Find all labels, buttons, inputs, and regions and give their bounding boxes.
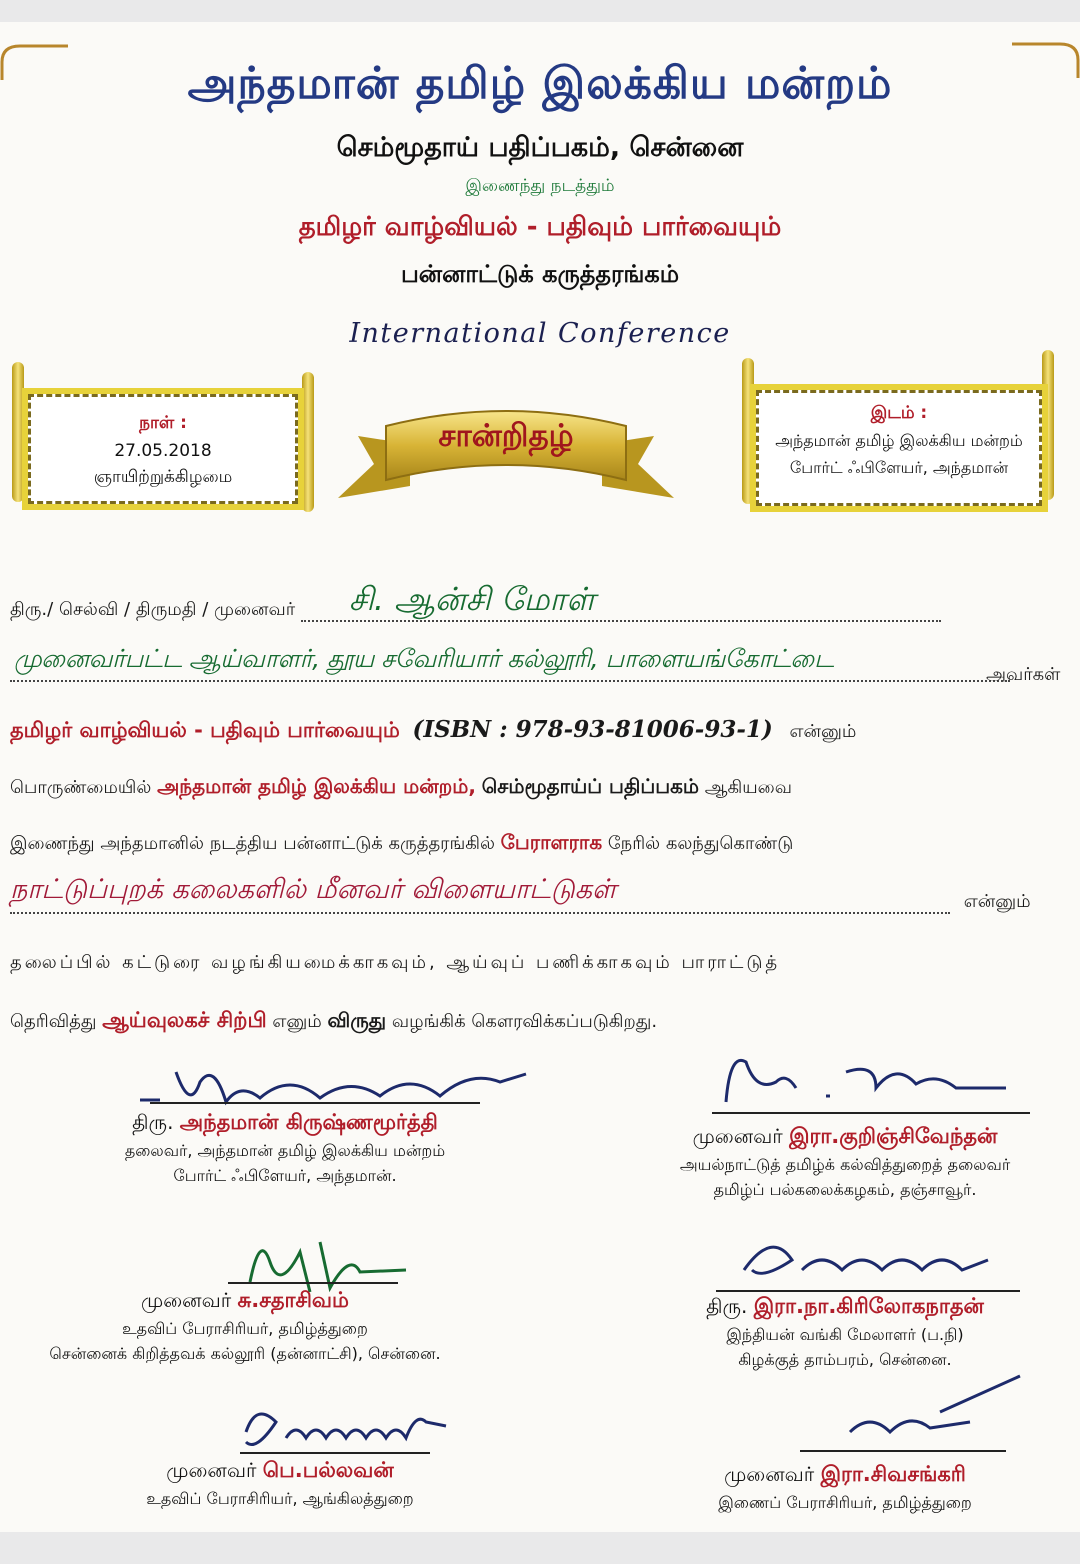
publisher-inline: செம்மூதாய்ப் பதிப்பகம்	[481, 774, 699, 798]
recipient-line	[10, 580, 1070, 622]
signature-rule	[800, 1450, 1006, 1452]
role-inline: பேராளராக	[500, 830, 603, 854]
signature-rule	[150, 1102, 480, 1104]
signature-rule	[716, 1290, 1020, 1292]
signatory-name	[640, 1124, 1050, 1151]
signatory-location: போர்ட் ஃபிளேயர், அந்தமான்.	[173, 1166, 397, 1185]
signatory-designation: உதவிப் பேராசிரியர், ஆங்கிலத்துறை	[146, 1489, 414, 1508]
signatory-prefix: முனைவர்	[724, 1462, 815, 1486]
salutation-text: திரு./ செல்வி / திருமதி / முனைவர்	[10, 599, 296, 620]
venue-line-2: போர்ட் ஃபிளேயர், அந்தமான்	[789, 458, 1009, 477]
paper-title-field	[10, 874, 950, 914]
signatory-name-text: அந்தமான் கிருஷ்ணமூர்த்தி	[179, 1110, 438, 1134]
avargal-text: அவர்கள்	[986, 664, 1061, 685]
signatory-designation: அயல்நாட்டுத் தமிழ்க் கல்வித்துறைத் தலைவர்	[679, 1155, 1011, 1174]
theme-inline: தமிழர் வாழ்வியல் - பதிவும் பார்வையும்	[10, 718, 400, 742]
signatory-name-text: இரா.சிவசங்கரி	[820, 1462, 966, 1486]
signatory-prefix: திரு.	[132, 1110, 174, 1134]
body-line-7: தலைப்பில் கட்டுரை வழங்கியமைக்காகவும், ஆய்வுப் பணிக்காகவும் பாராட்டுத்	[10, 952, 781, 973]
day-value: ஞாயிற்றுக்கிழமை	[93, 467, 233, 487]
publisher-name: செம்மூதாய் பதிப்பகம், சென்னை	[336, 132, 744, 163]
conference-english-title: International Conference	[349, 318, 731, 349]
signatory-name	[640, 1462, 1050, 1489]
scroll-roll-left-icon	[302, 372, 314, 512]
signatory-location: தமிழ்ப் பல்கலைக்கழகம், தஞ்சாவூர்.	[713, 1180, 977, 1199]
signatory-prefix: திரு.	[706, 1294, 748, 1318]
certificate-sheet	[0, 22, 1080, 1532]
signatory-name-text: இரா.குறிஞ்சிவேந்தன்	[789, 1124, 998, 1148]
body-text: இணைந்து அந்தமானில் நடத்திய பன்னாட்டுக் கருத்தரங்கில்	[10, 833, 495, 854]
signatory-name-text: சு.சதாசிவம்	[237, 1288, 349, 1312]
signatory-prefix: முனைவர்	[692, 1124, 783, 1148]
name-field	[301, 580, 941, 622]
body-text: வழங்கிக் கௌரவிக்கப்படுகிறது.	[391, 1011, 658, 1032]
date-box	[28, 394, 298, 504]
body-text: பொருண்மையில்	[10, 777, 152, 798]
affiliation-line	[10, 644, 1070, 685]
body-line-4	[10, 774, 1070, 801]
signatory-name-text: இரா.நா.கிரிலோகநாதன்	[753, 1294, 984, 1318]
organization-inline: அந்தமான் தமிழ் இலக்கிய மன்றம்,	[157, 774, 476, 798]
organization-title: அந்தமான் தமிழ் இலக்கிய மன்றம்	[187, 58, 893, 109]
body-text: எனும்	[272, 1011, 322, 1032]
scroll-roll-left-icon	[12, 362, 24, 502]
paper-title-line	[10, 874, 1070, 914]
signatory-5	[60, 1458, 500, 1510]
body-line-8	[10, 1008, 1070, 1035]
venue-box	[756, 390, 1042, 506]
signatory-name	[60, 1458, 500, 1485]
recipient-name-handwritten: சி. ஆன்சி மோள்	[348, 580, 596, 618]
affiliation-handwritten: முனைவர்பட்ட ஆய்வாளர், தூய சவேரியார் கல்லூரி, பாளையங்கோட்டை	[14, 644, 834, 673]
signatory-designation: இணைப் பேராசிரியர், தமிழ்த்துறை	[718, 1493, 972, 1512]
seminar-type: பன்னாட்டுக் கருத்தரங்கம்	[400, 260, 680, 288]
date-value: 27.05.2018	[114, 441, 212, 461]
scroll-roll-right-icon	[1042, 350, 1054, 500]
signature-rule	[712, 1112, 1030, 1114]
ennum-text: என்னும்	[789, 721, 857, 742]
signature-rule	[240, 1452, 430, 1454]
signatory-2	[640, 1124, 1050, 1201]
signatory-designation: இந்தியன் வங்கி மேலாளர் (ப.நி)	[726, 1325, 964, 1344]
signatory-1	[40, 1110, 530, 1187]
venue-line-1: அந்தமான் தமிழ் இலக்கிய மன்றம்	[775, 431, 1023, 450]
ennum-text: என்னும்	[963, 891, 1031, 912]
signature-2-icon	[716, 1032, 1016, 1112]
paper-title-handwritten: நாட்டுப்புறக் கலைகளில் மீனவர் விளையாட்டுகள்	[10, 874, 617, 905]
date-label: நாள் :	[139, 413, 187, 433]
body-text: நேரில் கலந்துகொண்டு	[607, 833, 794, 854]
signatory-prefix: முனைவர்	[141, 1288, 232, 1312]
venue-label: இடம் :	[870, 403, 928, 423]
signatory-designation: தலைவர், அந்தமான் தமிழ் இலக்கிய மன்றம்	[124, 1141, 446, 1160]
signatory-name	[40, 1110, 530, 1137]
scroll-roll-right-icon	[742, 358, 754, 504]
jointly-organized-text: இணைந்து நடத்தும்	[465, 176, 615, 196]
body-line-5	[10, 830, 1070, 857]
signatory-4	[640, 1294, 1050, 1371]
award-name: ஆய்வுலகச் சிற்பி	[102, 1008, 267, 1032]
signature-rule	[228, 1282, 398, 1284]
award-word: விருது	[327, 1008, 387, 1032]
signatory-name-text: பெ.பல்லவன்	[262, 1458, 394, 1482]
signatory-prefix: முனைவர்	[166, 1458, 257, 1482]
signature-6-icon	[820, 1372, 1030, 1442]
certificate-ribbon-title: சான்றிதழ்	[438, 418, 574, 454]
conference-theme: தமிழர் வாழ்வியல் - பதிவும் பார்வையும்	[298, 212, 782, 242]
signatory-3	[10, 1288, 480, 1365]
affiliation-field	[10, 644, 1010, 682]
signatory-designation: உதவிப் பேராசிரியர், தமிழ்த்துறை	[122, 1319, 368, 1338]
body-text: ஆகியவை	[704, 777, 792, 798]
body-line-3	[10, 716, 1070, 745]
body-text: தெரிவித்து	[10, 1011, 97, 1032]
signatory-location: கிழக்குத் தாம்பரம், சென்னை.	[738, 1350, 952, 1369]
signatory-name	[10, 1288, 480, 1315]
signatory-name	[640, 1294, 1050, 1321]
isbn-text: (ISBN : 978-93-81006-93-1)	[412, 716, 773, 743]
signatory-location: சென்னைக் கிறித்தவக் கல்லூரி (தன்னாட்சி), சென்னை.	[49, 1344, 441, 1363]
signatory-6	[640, 1462, 1050, 1514]
